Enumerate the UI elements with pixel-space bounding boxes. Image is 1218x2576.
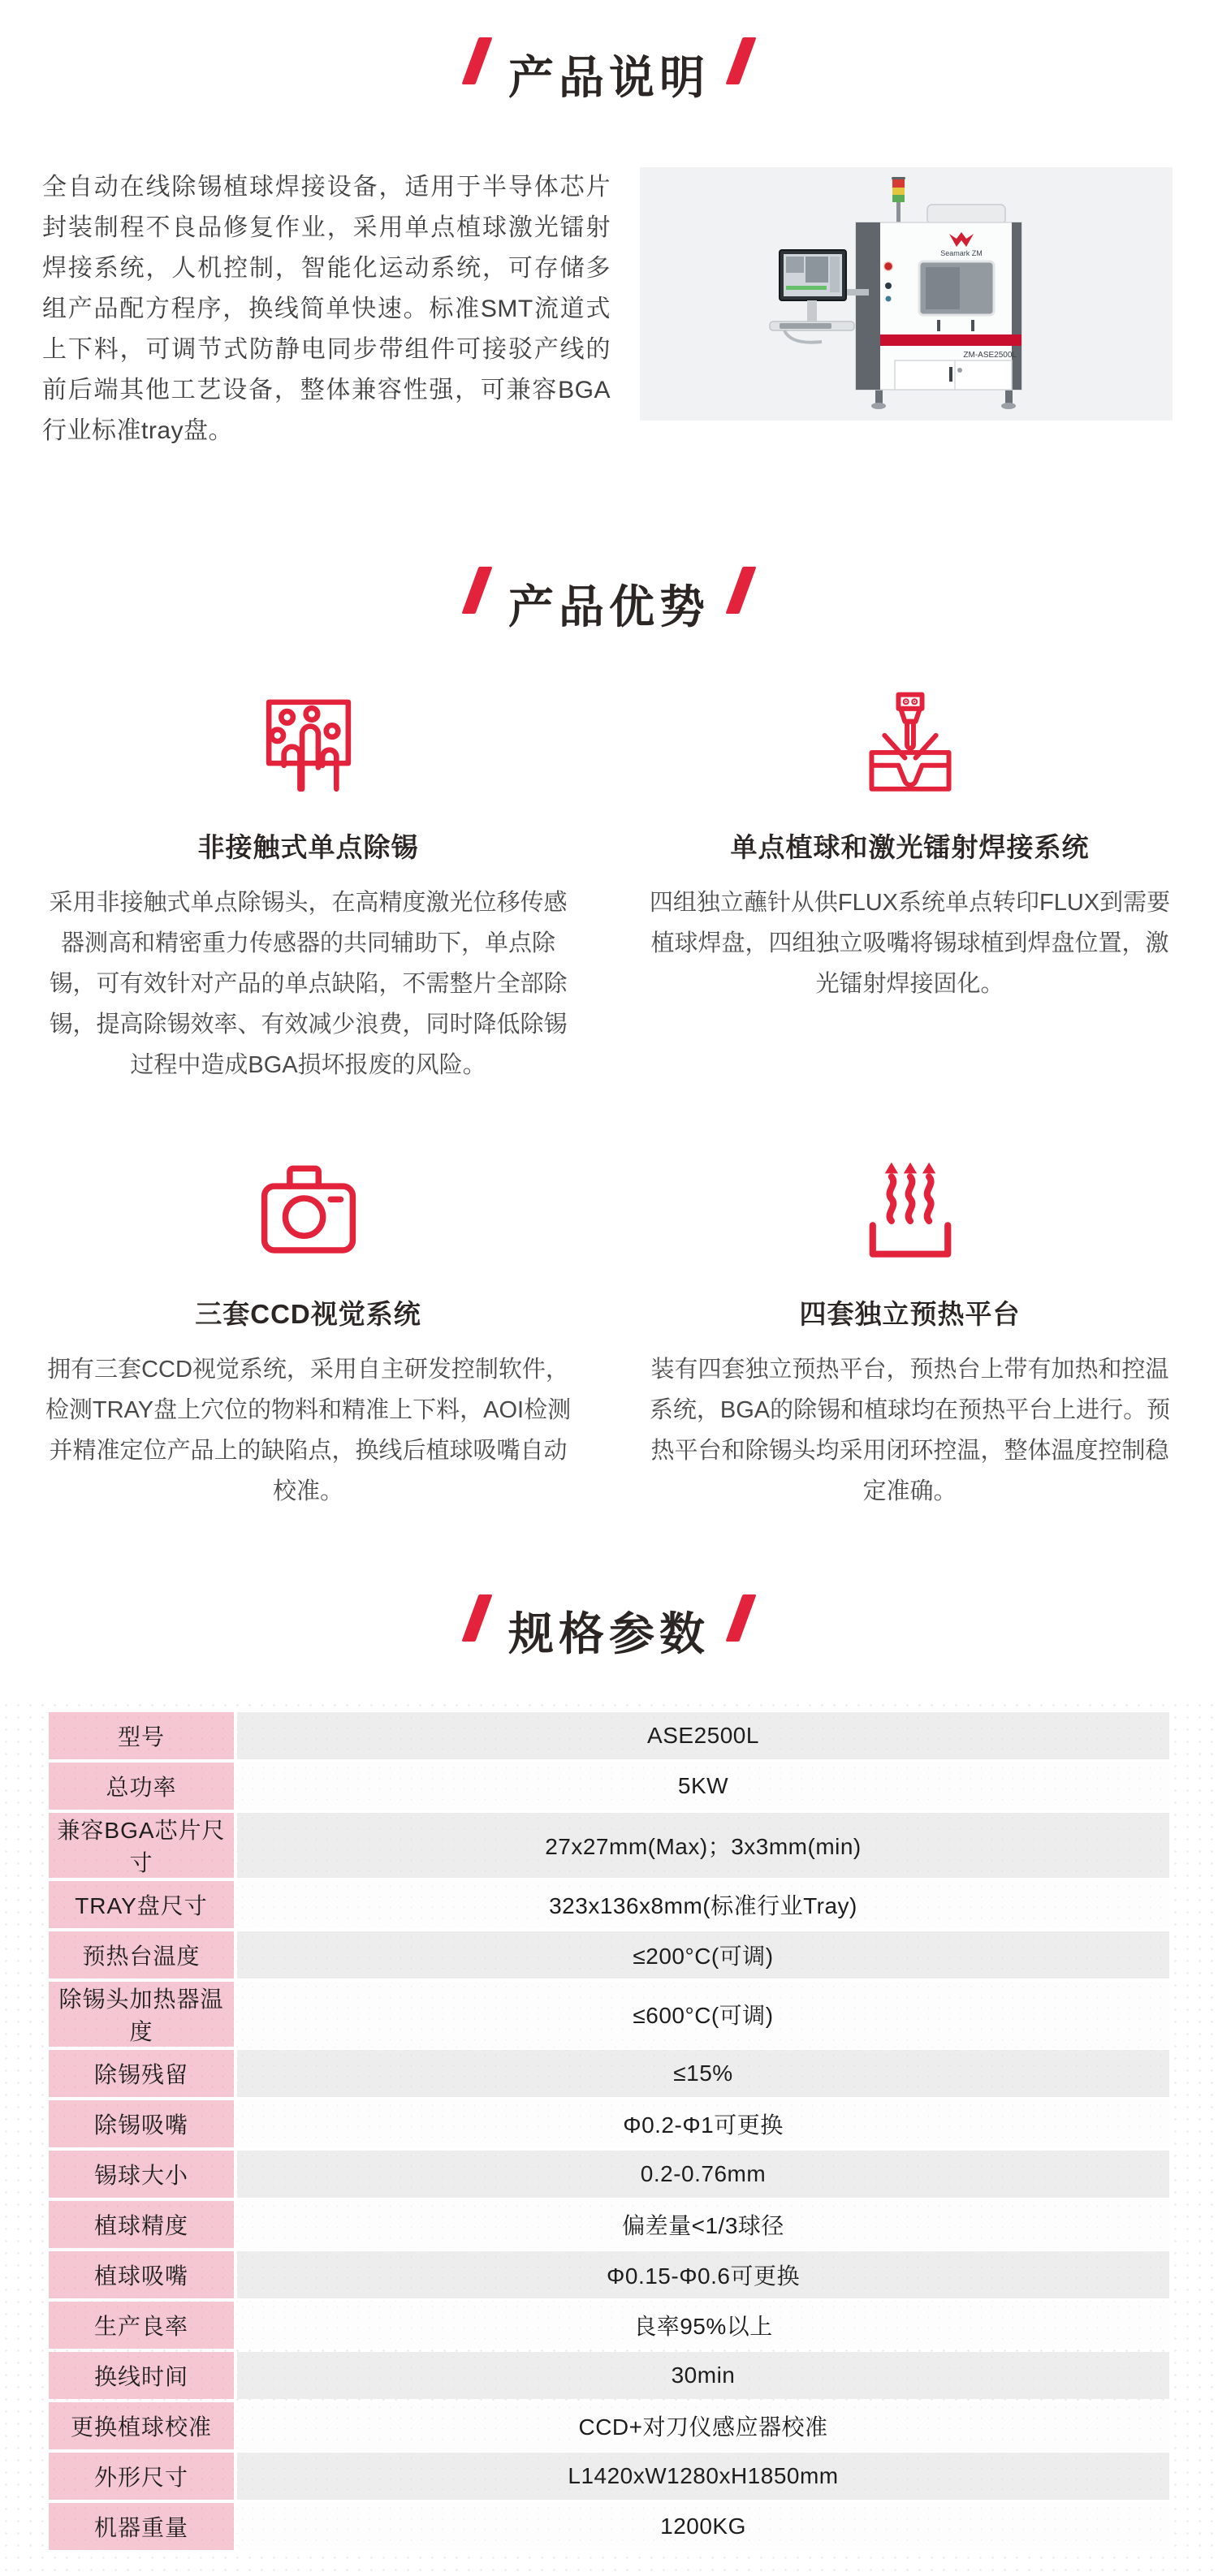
feature-text: 采用非接触式单点除锡头，在高精度激光位移传感器测高和精密重力传感器的共同辅助下，单点除锡，可有效针对产品的单点缺陷，不需整片全部除锡，提高除锡效率、有效减少浪费，同时降低除锡过程中造成BGA损坏报废的风险。 xyxy=(49,889,568,1078)
spec-label: 换线时间 xyxy=(49,2352,234,2399)
section-title-text: 产品优势 xyxy=(508,580,710,632)
spec-label: 外形尺寸 xyxy=(49,2453,234,2500)
spec-row-preheat-temp xyxy=(49,1931,1169,1978)
spec-row-calibration xyxy=(49,2402,1169,2449)
spec-value: 偏差量<1/3球径 xyxy=(237,2201,1169,2248)
section-title-text: 规格参数 xyxy=(508,1608,710,1660)
product-advantages-grid xyxy=(0,690,1218,1512)
spec-row-ball-accuracy xyxy=(49,2201,1169,2248)
spec-row-power xyxy=(49,1763,1169,1810)
spec-row-ball-size xyxy=(49,2151,1169,2198)
spec-label: 生产良率 xyxy=(49,2302,234,2349)
feature-ccd-vision xyxy=(42,1157,574,1512)
machine-model-label: ZM-ASE2500L xyxy=(963,350,1017,360)
red-slash-icon xyxy=(725,37,756,84)
red-slash-icon xyxy=(461,567,492,614)
spec-value: ≤200°C(可调) xyxy=(237,1931,1169,1978)
spec-label: 总功率 xyxy=(49,1763,234,1810)
spec-value: 323x136x8mm(标准行业Tray) xyxy=(237,1881,1169,1928)
section-title-product-description xyxy=(0,0,1218,107)
spec-row-yield xyxy=(49,2302,1169,2349)
spec-row-changeover-time xyxy=(49,2352,1169,2399)
spec-label: 除锡头加热器温度 xyxy=(49,1982,234,2047)
spec-label: 更换植球校准 xyxy=(49,2402,234,2449)
spec-label: 兼容BGA芯片尺寸 xyxy=(49,1813,234,1878)
red-slash-icon xyxy=(461,1594,492,1642)
section-title-specifications xyxy=(0,1594,1218,1664)
feature-title: 非接触式单点除锡 xyxy=(197,831,419,862)
spec-label: 除锡吸嘴 xyxy=(49,2100,234,2147)
red-slash-icon xyxy=(461,37,492,84)
feature-ball-laser-weld xyxy=(644,690,1176,1085)
feature-text: 拥有三套CCD视觉系统，采用自主研发控制软件，检测TRAY盘上穴位的物料和精准上下料，AOI检测并精准定位产品上的缺陷点，换线后植球吸嘴自动校准。 xyxy=(45,1356,572,1504)
feature-title: 三套CCD视觉系统 xyxy=(195,1298,421,1329)
spec-row-weight xyxy=(49,2503,1169,2550)
spec-value: ≤15% xyxy=(237,2050,1169,2097)
spec-label: 锡球大小 xyxy=(49,2151,234,2198)
red-slash-icon xyxy=(725,567,756,614)
spec-label: 除锡残留 xyxy=(49,2050,234,2097)
feature-title: 四套独立预热平台 xyxy=(799,1298,1021,1329)
section-title-text: 产品说明 xyxy=(508,51,710,103)
spec-value: 良率95%以上 xyxy=(237,2302,1169,2349)
feature-text: 装有四套独立预热平台，预热台上带有加热和控温系统，BGA的除锡和植球均在预热平台上进行。预热平台和除锡头均采用闭环控温，整体温度控制稳定准确。 xyxy=(649,1356,1171,1504)
spec-value: 5KW xyxy=(237,1763,1169,1810)
machine-illustration xyxy=(752,175,1060,412)
spec-value: 1200KG xyxy=(237,2503,1169,2550)
machine-brand-label: Seamark ZM xyxy=(940,248,983,257)
section-title-product-advantages xyxy=(0,567,1218,636)
red-slash-icon xyxy=(725,1594,756,1642)
desolder-board-icon xyxy=(42,690,574,804)
spec-label: 机器重量 xyxy=(49,2503,234,2550)
spec-value: 27x27mm(Max)；3x3mm(min) xyxy=(237,1813,1169,1878)
spec-value: CCD+对刀仪感应器校准 xyxy=(237,2402,1169,2449)
product-photo-panel xyxy=(640,167,1173,421)
spec-label: 植球精度 xyxy=(49,2201,234,2248)
spec-value: L1420xW1280xH1850mm xyxy=(237,2453,1169,2500)
spec-label: 植球吸嘴 xyxy=(49,2251,234,2298)
spec-label: 型号 xyxy=(49,1712,234,1759)
spec-table xyxy=(0,1699,1218,2576)
spec-row-heater-temp xyxy=(49,1982,1169,2047)
spec-row-ball-nozzle xyxy=(49,2251,1169,2298)
spec-label: TRAY盘尺寸 xyxy=(49,1881,234,1928)
spec-row-desolder-nozzle xyxy=(49,2100,1169,2147)
feature-noncontact-desolder xyxy=(42,690,574,1085)
spec-value: Φ0.15-Φ0.6可更换 xyxy=(237,2251,1169,2298)
feature-title: 单点植球和激光镭射焊接系统 xyxy=(730,831,1090,862)
spec-value: 0.2-0.76mm xyxy=(237,2151,1169,2198)
spec-value: 30min xyxy=(237,2352,1169,2399)
feature-preheat-platform xyxy=(644,1157,1176,1512)
spec-row-bga-size xyxy=(49,1813,1169,1878)
spec-value: ≤600°C(可调) xyxy=(237,1982,1169,2047)
product-description-section xyxy=(0,167,1218,451)
product-description-paragraph: 全自动在线除锡植球焊接设备，适用于半导体芯片封装制程不良品修复作业，采用单点植球激光镭射焊接系统，人机控制，智能化运动系统，可存储多组产品配方程序，换线简单快速。标准SMT流道式上下料，可调节式防静电同步带组件可接驳产线的前后端其他工艺设备，整体兼容性强，可兼容BGA行业标准tray盘。 xyxy=(42,173,611,444)
ball-laser-weld-icon xyxy=(644,690,1176,804)
spec-row-residue xyxy=(49,2050,1169,2097)
spec-row-tray-size xyxy=(49,1881,1169,1928)
spec-value: Φ0.2-Φ1可更换 xyxy=(237,2100,1169,2147)
spec-value: ASE2500L xyxy=(237,1712,1169,1759)
spec-label: 预热台温度 xyxy=(49,1931,234,1978)
preheat-platform-icon xyxy=(644,1157,1176,1271)
spec-row-dimensions xyxy=(49,2453,1169,2500)
spec-row-model xyxy=(49,1712,1169,1759)
camera-icon xyxy=(42,1157,574,1271)
feature-text: 四组独立蘸针从供FLUX系统单点转印FLUX到需要植球焊盘，四组独立吸嘴将锡球植到焊盘位置，激光镭射焊接固化。 xyxy=(649,889,1171,997)
